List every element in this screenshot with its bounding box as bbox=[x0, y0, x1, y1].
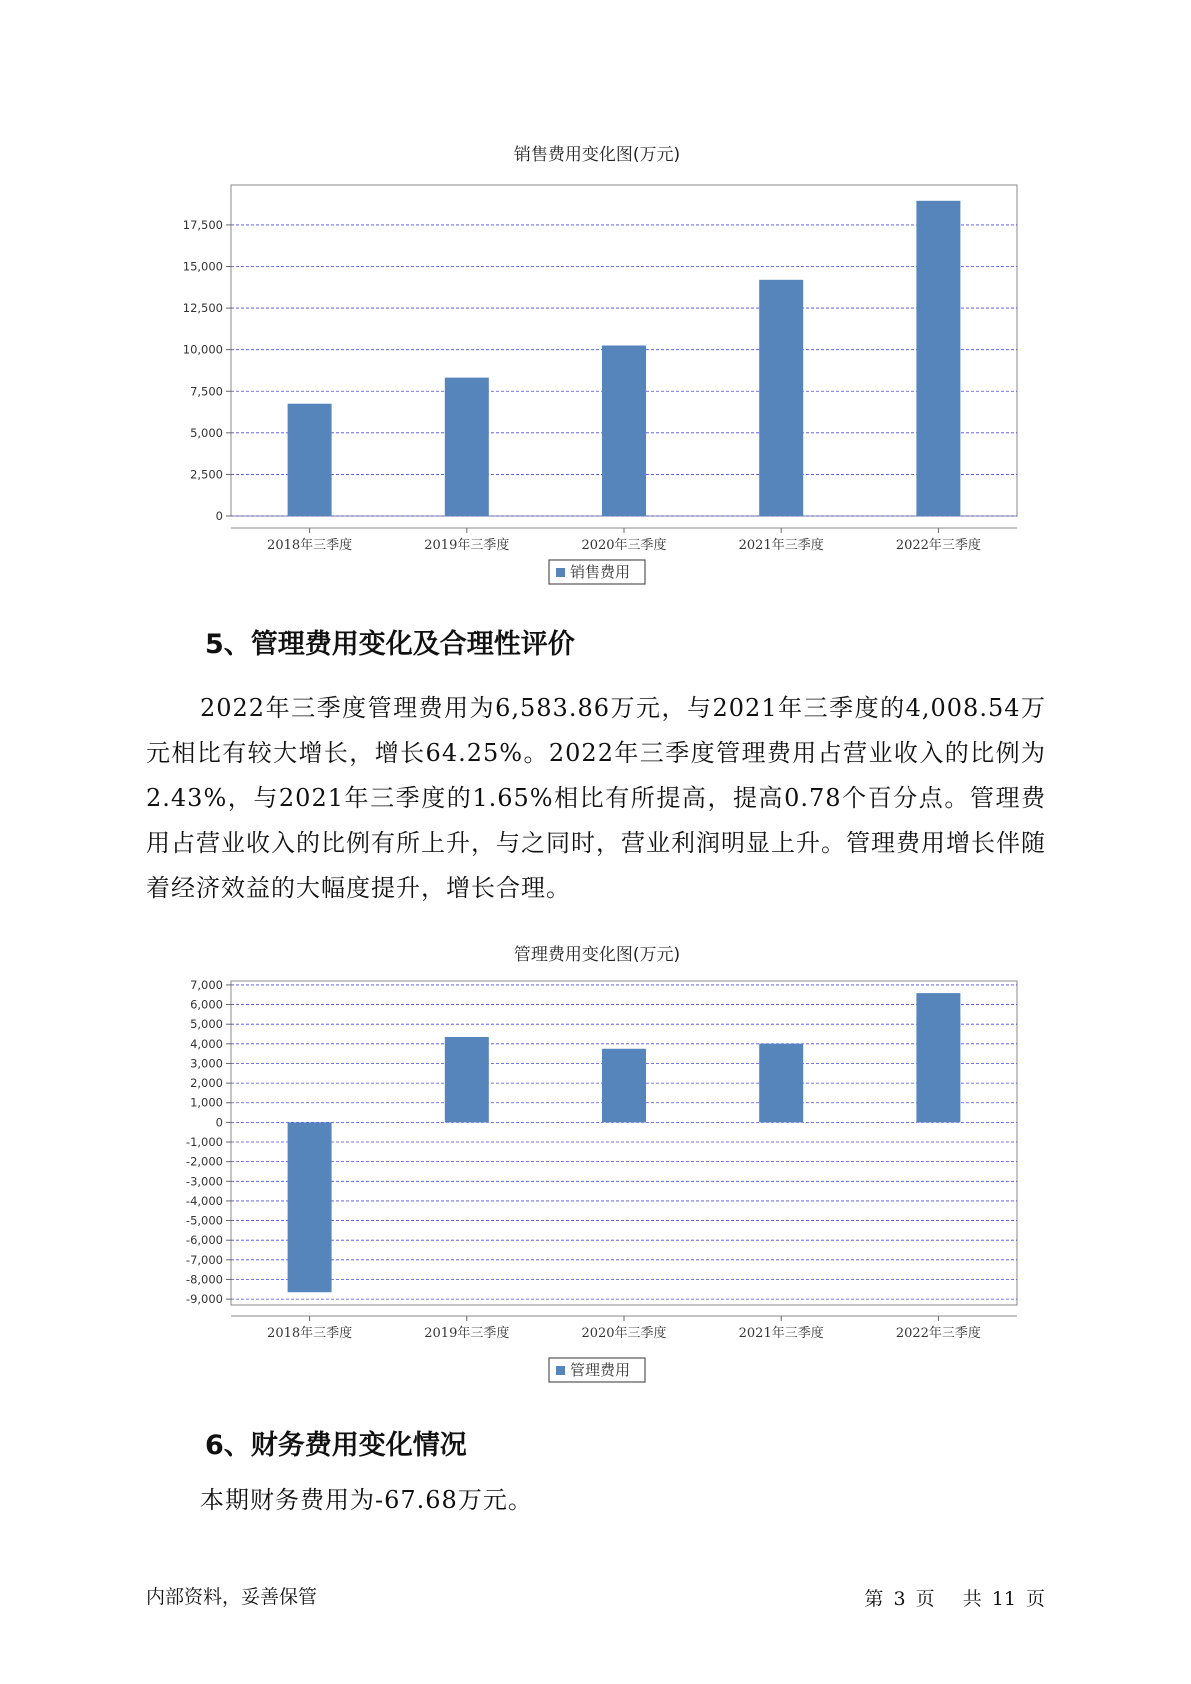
y-tick-label: 4,000 bbox=[190, 1036, 223, 1051]
bar bbox=[759, 280, 803, 516]
y-tick-label: 2,000 bbox=[190, 1076, 223, 1091]
y-tick-label: -4,000 bbox=[185, 1193, 223, 1208]
section-6-paragraph: 本期财务费用为-67.68万元。 bbox=[200, 1486, 533, 1514]
y-tick-label: 7,000 bbox=[190, 977, 223, 992]
x-tick-label: 2020年三季度 bbox=[581, 538, 667, 553]
x-tick-label: 2018年三季度 bbox=[267, 1326, 353, 1341]
total-prefix: 共 bbox=[962, 1588, 982, 1610]
x-tick-label: 2019年三季度 bbox=[424, 538, 510, 553]
x-tick-label: 2022年三季度 bbox=[895, 1326, 981, 1341]
y-tick-label: 10,000 bbox=[182, 342, 223, 357]
legend-swatch bbox=[556, 1366, 565, 1375]
bar bbox=[288, 404, 332, 516]
x-tick-label: 2018年三季度 bbox=[267, 538, 353, 553]
legend-label: 销售费用 bbox=[570, 563, 631, 581]
y-tick-label: 0 bbox=[215, 509, 223, 523]
x-tick-label: 2019年三季度 bbox=[424, 1326, 510, 1341]
section-5-paragraph: 2022年三季度管理费用为6,583.86万元，与2021年三季度的4,008.54万元相比有较大增长，增长64.25%。2022年三季度管理费用占营业收入的比例为2.43%，与2021年三季度的1.65%相比有所提高，提高0.78个百分点。管理费用占营业收入的比例有所上升，与之同时，营业利润明显上升。管理费用增长伴随着经济效益的大幅度提升，增长合理。 bbox=[146, 694, 1046, 902]
page-prefix: 第 bbox=[864, 1588, 884, 1610]
sales-expense-chart-svg bbox=[0, 130, 1191, 600]
y-tick-label: 6,000 bbox=[190, 997, 223, 1012]
page-num: 3 bbox=[893, 1588, 906, 1610]
y-tick-label: 5,000 bbox=[190, 425, 223, 440]
y-tick-label: 17,500 bbox=[182, 217, 223, 232]
legend-label: 管理费用 bbox=[570, 1361, 631, 1379]
bar bbox=[602, 346, 646, 516]
page-unit: 页 bbox=[915, 1588, 935, 1610]
bar bbox=[916, 993, 960, 1122]
bar bbox=[288, 1122, 332, 1292]
section-6-heading: 6、财务费用变化情况 bbox=[205, 1430, 467, 1461]
y-tick-label: 7,500 bbox=[190, 384, 223, 399]
y-tick-label: -5,000 bbox=[185, 1213, 223, 1228]
x-tick-label: 2020年三季度 bbox=[581, 1326, 667, 1341]
bar bbox=[916, 201, 960, 516]
bar bbox=[445, 1037, 489, 1122]
y-tick-label: 2,500 bbox=[190, 467, 223, 482]
section-5-heading: 5、管理费用变化及合理性评价 bbox=[205, 629, 575, 660]
y-tick-label: 5,000 bbox=[190, 1017, 223, 1032]
plot-area bbox=[231, 981, 1017, 1305]
bar bbox=[759, 1044, 803, 1123]
chart-title: 管理费用变化图(万元) bbox=[513, 945, 681, 965]
sales-expense-chart bbox=[0, 130, 1191, 600]
x-tick-label: 2021年三季度 bbox=[738, 1326, 824, 1341]
y-tick-label: 12,500 bbox=[182, 301, 223, 316]
y-tick-label: -9,000 bbox=[185, 1292, 223, 1307]
y-tick-label: 3,000 bbox=[190, 1056, 223, 1071]
bar bbox=[602, 1049, 646, 1123]
total-unit: 页 bbox=[1025, 1588, 1045, 1610]
y-tick-label: 15,000 bbox=[182, 259, 223, 274]
footer-confidential: 内部资料，妥善保管 bbox=[146, 1586, 318, 1608]
y-tick-label: 1,000 bbox=[190, 1095, 223, 1110]
admin-expense-chart bbox=[0, 930, 1191, 1400]
chart-title: 销售费用变化图(万元) bbox=[513, 145, 681, 165]
bar bbox=[445, 378, 489, 516]
total-num: 11 bbox=[991, 1588, 1016, 1610]
y-tick-label: -7,000 bbox=[185, 1252, 223, 1267]
legend-swatch bbox=[556, 568, 565, 577]
y-tick-label: -2,000 bbox=[185, 1154, 223, 1169]
admin-expense-chart-svg bbox=[0, 930, 1191, 1400]
y-tick-label: -6,000 bbox=[185, 1233, 223, 1248]
x-tick-label: 2022年三季度 bbox=[895, 538, 981, 553]
footer-page-number bbox=[860, 1584, 1045, 1611]
x-tick-label: 2021年三季度 bbox=[738, 538, 824, 553]
y-tick-label: -8,000 bbox=[185, 1272, 223, 1287]
y-tick-label: -3,000 bbox=[185, 1174, 223, 1189]
y-tick-label: 0 bbox=[215, 1115, 223, 1130]
y-tick-label: -1,000 bbox=[185, 1135, 223, 1150]
